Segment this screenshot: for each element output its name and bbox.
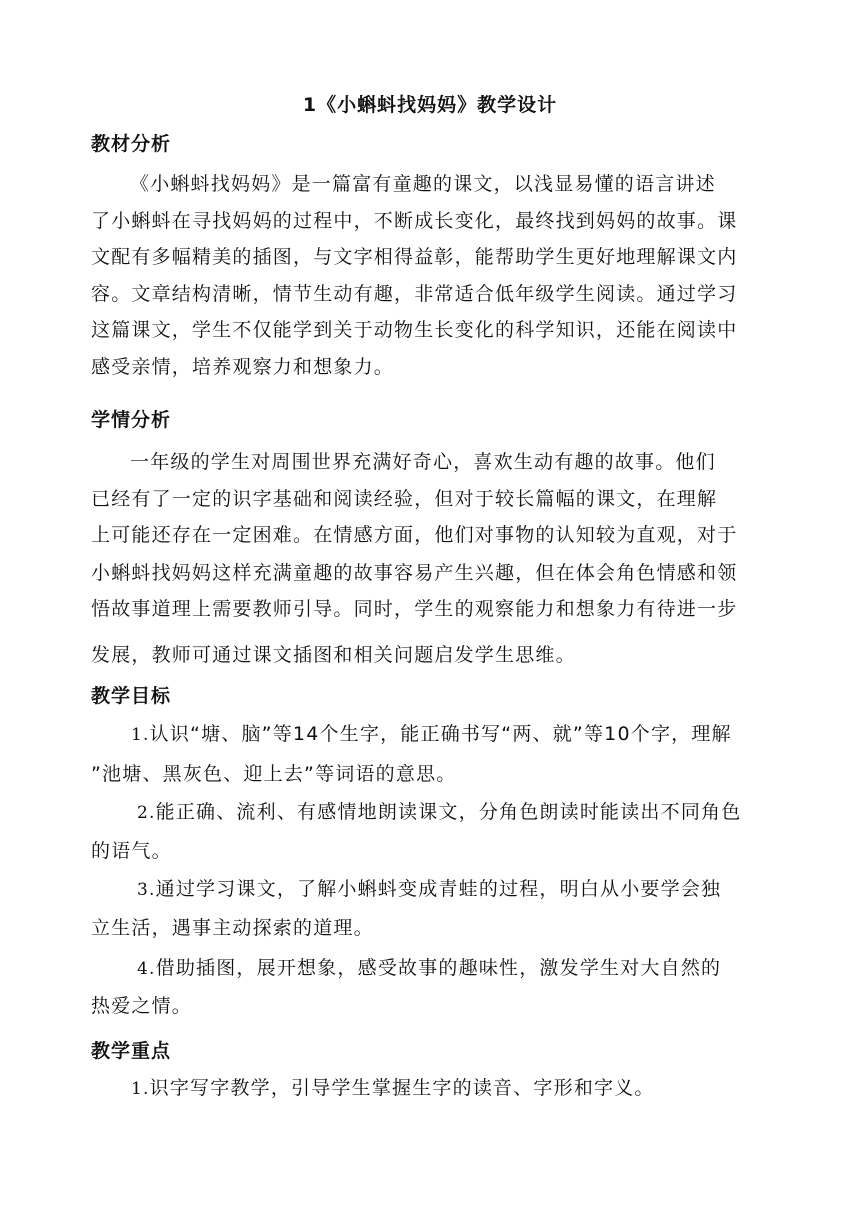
paragraph-line: 热爱之情。 — [91, 995, 193, 1017]
list-number: 3. — [137, 880, 156, 900]
list-number: 4. — [137, 959, 156, 979]
paragraph-line: 《小蝌蚪找妈妈》是一篇富有童趣的课文，以浅显易懂的语言讲述 — [130, 173, 716, 195]
paragraph-line: 小蝌蚪找妈妈这样充满童趣的故事容易产生兴趣，但在体会角色情感和领 — [91, 562, 738, 584]
list-item-text: 识字写字教学，引导学生掌握生字的读音、字形和字义。 — [149, 1077, 655, 1099]
document-title: 1《小蝌蚪找妈妈》教学设计 — [302, 94, 558, 116]
focus-item-1 — [131, 1073, 655, 1104]
paragraph-line: 一年级的学生对周围世界充满好奇心，喜欢生动有趣的故事。他们 — [130, 451, 716, 473]
paragraph-line: 悟故事道理上需要教师引导。同时，学生的观察能力和想象力有待进一步 — [91, 598, 738, 620]
goal-item-2 — [137, 797, 741, 828]
paragraph-line: 这篇课文，学生不仅能学到关于动物生长变化的科学知识，还能在阅读中 — [91, 319, 738, 341]
paragraph-line: ”池塘、黑灰色、迎上去”等词语的意思。 — [91, 763, 457, 785]
goal-item-1 — [131, 719, 732, 750]
section-heading-teaching-focus: 教学重点 — [91, 1040, 172, 1062]
list-item-text: 认识“塘、脑”等14个生字，能正确书写“两、就”等10个字，理解 — [149, 723, 732, 745]
goal-item-4 — [137, 953, 721, 984]
section-heading-learner-analysis: 学情分析 — [91, 409, 172, 431]
paragraph-line: 容。文章结构清晰，情节生动有趣，非常适合低年级学生阅读。通过学习 — [91, 283, 738, 305]
paragraph-line: 立生活，遇事主动探索的道理。 — [91, 917, 374, 939]
paragraph-line: 的语气。 — [91, 840, 172, 862]
paragraph-line: 已经有了一定的识字基础和阅读经验，但对于较长篇幅的课文，在理解 — [91, 488, 718, 510]
paragraph-line: 发展，教师可通过课文插图和相关问题启发学生思维。 — [91, 644, 576, 666]
paragraph-line: 感受亲情，培养观察力和想象力。 — [91, 356, 395, 378]
paragraph-line: 文配有多幅精美的插图，与文字相得益彰，能帮助学生更好地理解课文内 — [91, 246, 738, 268]
list-number: 2. — [137, 803, 156, 823]
section-heading-teaching-goals: 教学目标 — [91, 685, 172, 707]
section-heading-textbook-analysis: 教材分析 — [91, 133, 172, 155]
paragraph-line: 了小蝌蚪在寻找妈妈的过程中，不断成长变化，最终找到妈妈的故事。课 — [91, 210, 738, 232]
list-number: 1. — [131, 725, 150, 745]
list-item-text: 能正确、流利、有感情地朗读课文，分角色朗读时能读出不同角色 — [155, 801, 742, 823]
list-item-text: 借助插图，展开想象，感受故事的趣味性，激发学生对大自然的 — [155, 957, 722, 979]
paragraph-line: 上可能还存在一定困难。在情感方面，他们对事物的认知较为直观，对于 — [91, 524, 738, 546]
goal-item-3 — [137, 874, 721, 905]
list-item-text: 通过学习课文，了解小蝌蚪变成青蛙的过程，明白从小要学会独 — [155, 878, 722, 900]
list-number: 1. — [131, 1079, 150, 1099]
